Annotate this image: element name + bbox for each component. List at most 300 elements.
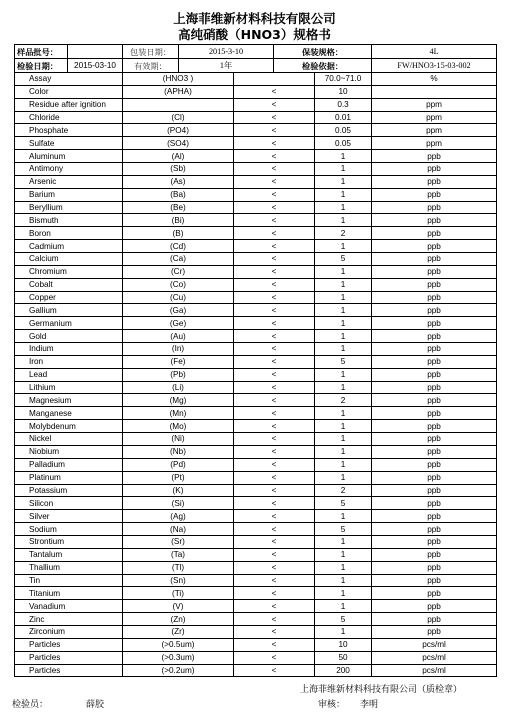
test-date-label: 检验日期： — [15, 59, 68, 73]
item-unit: ppb — [372, 510, 497, 523]
item-operator: < — [234, 278, 315, 291]
item-operator: < — [234, 484, 315, 497]
item-operator: < — [234, 227, 315, 240]
item-symbol: (V) — [123, 600, 234, 613]
table-row — [15, 73, 497, 86]
item-name: Tantalum — [15, 548, 123, 561]
item-operator: < — [234, 304, 315, 317]
item-name: Gallium — [15, 304, 123, 317]
item-symbol: (PO4) — [123, 124, 234, 137]
item-symbol: (>0.2um) — [123, 664, 234, 677]
item-value: 1 — [315, 214, 372, 227]
item-operator: < — [234, 214, 315, 227]
pack-date-label: 包装日期： — [123, 45, 179, 59]
item-name: Zinc — [15, 613, 123, 626]
table-row — [15, 265, 497, 278]
item-value: 0.3 — [315, 98, 372, 111]
item-symbol: (Sn) — [123, 574, 234, 587]
item-unit: ppm — [372, 137, 497, 150]
item-value: 5 — [315, 355, 372, 368]
item-value: 2 — [315, 227, 372, 240]
item-symbol: (Pd) — [123, 458, 234, 471]
table-row — [15, 613, 497, 626]
table-row — [15, 227, 497, 240]
table-row — [15, 600, 497, 613]
item-symbol: (APHA) — [123, 85, 234, 98]
item-value: 1 — [315, 188, 372, 201]
table-row — [15, 355, 497, 368]
item-unit: ppb — [372, 574, 497, 587]
item-name: Platinum — [15, 471, 123, 484]
item-value: 1 — [315, 343, 372, 356]
table-row — [15, 561, 497, 574]
item-operator: < — [234, 265, 315, 278]
item-symbol: (Sr) — [123, 535, 234, 548]
item-unit: ppb — [372, 227, 497, 240]
item-name: Particles — [15, 664, 123, 677]
item-unit: ppb — [372, 548, 497, 561]
table-row — [15, 510, 497, 523]
document-title: 高纯硝酸（HNO3）规格书 — [178, 27, 331, 42]
item-value: 5 — [315, 253, 372, 266]
item-unit: ppb — [372, 458, 497, 471]
table-row — [15, 407, 497, 420]
item-value: 1 — [315, 291, 372, 304]
item-name: Calcium — [15, 253, 123, 266]
table-row — [15, 240, 497, 253]
item-name: Gold — [15, 330, 123, 343]
item-name: Indium — [15, 343, 123, 356]
item-value: 1 — [315, 561, 372, 574]
table-row — [15, 484, 497, 497]
item-symbol: (Cd) — [123, 240, 234, 253]
item-name: Cobalt — [15, 278, 123, 291]
pack-date-value: 2015-3-10 — [179, 45, 274, 59]
item-symbol: (Cu) — [123, 291, 234, 304]
item-operator: < — [234, 98, 315, 111]
item-value: 0.01 — [315, 111, 372, 124]
item-operator: < — [234, 535, 315, 548]
item-name: Silver — [15, 510, 123, 523]
table-row — [15, 535, 497, 548]
item-unit: ppb — [372, 535, 497, 548]
item-unit: ppb — [372, 381, 497, 394]
item-value: 1 — [315, 330, 372, 343]
item-operator: < — [234, 458, 315, 471]
item-operator: < — [234, 163, 315, 176]
item-unit: ppm — [372, 98, 497, 111]
item-operator: < — [234, 625, 315, 638]
item-name: Sodium — [15, 523, 123, 536]
item-symbol: (>0.3um) — [123, 651, 234, 664]
table-row — [15, 445, 497, 458]
inspector-label: 检验员： — [12, 700, 49, 710]
table-row — [15, 137, 497, 150]
item-unit: ppm — [372, 111, 497, 124]
item-value: 0.05 — [315, 124, 372, 137]
table-row — [15, 420, 497, 433]
item-value: 1 — [315, 175, 372, 188]
item-operator: < — [234, 137, 315, 150]
item-value: 1 — [315, 368, 372, 381]
item-value: 1 — [315, 150, 372, 163]
item-value: 1 — [315, 317, 372, 330]
item-symbol: (Al) — [123, 150, 234, 163]
item-operator: < — [234, 664, 315, 677]
item-value: 1 — [315, 445, 372, 458]
table-row — [15, 291, 497, 304]
item-unit: ppb — [372, 317, 497, 330]
item-unit: ppb — [372, 600, 497, 613]
item-value: 0.05 — [315, 137, 372, 150]
table-row — [15, 124, 497, 137]
item-symbol: (Mo) — [123, 420, 234, 433]
item-operator: < — [234, 420, 315, 433]
item-value: 2 — [315, 394, 372, 407]
item-unit — [372, 85, 497, 98]
pack-spec-value: 4L — [372, 45, 497, 59]
item-name: Copper — [15, 291, 123, 304]
item-operator: < — [234, 523, 315, 536]
item-name: Vanadium — [15, 600, 123, 613]
item-symbol: (As) — [123, 175, 234, 188]
item-unit: ppb — [372, 253, 497, 266]
item-symbol: (Cr) — [123, 265, 234, 278]
item-unit: ppb — [372, 484, 497, 497]
item-value: 1 — [315, 625, 372, 638]
item-name: Chromium — [15, 265, 123, 278]
item-operator: < — [234, 201, 315, 214]
item-name: Cadmium — [15, 240, 123, 253]
item-name: Zirconium — [15, 625, 123, 638]
item-value: 1 — [315, 510, 372, 523]
item-unit: ppb — [372, 587, 497, 600]
item-unit: ppb — [372, 561, 497, 574]
item-value: 1 — [315, 587, 372, 600]
item-operator: < — [234, 497, 315, 510]
item-unit: ppb — [372, 175, 497, 188]
item-operator: < — [234, 150, 315, 163]
item-operator: < — [234, 613, 315, 626]
item-unit: ppb — [372, 471, 497, 484]
item-value: 1 — [315, 163, 372, 176]
item-unit: ppb — [372, 445, 497, 458]
item-name: Magnesium — [15, 394, 123, 407]
item-name: Silicon — [15, 497, 123, 510]
item-value: 1 — [315, 201, 372, 214]
item-unit: ppb — [372, 214, 497, 227]
table-row — [15, 214, 497, 227]
table-row — [15, 343, 497, 356]
item-value: 5 — [315, 613, 372, 626]
item-name: Potassium — [15, 484, 123, 497]
item-operator: < — [234, 188, 315, 201]
item-unit: pcs/ml — [372, 638, 497, 651]
item-name: Niobium — [15, 445, 123, 458]
item-symbol: (Be) — [123, 201, 234, 214]
item-symbol: (Ag) — [123, 510, 234, 523]
item-unit: ppb — [372, 343, 497, 356]
item-unit: ppb — [372, 394, 497, 407]
item-unit: ppb — [372, 201, 497, 214]
item-unit: ppb — [372, 407, 497, 420]
sample-batch-value — [68, 45, 123, 59]
table-row — [15, 304, 497, 317]
item-operator: < — [234, 368, 315, 381]
table-row — [15, 394, 497, 407]
item-name: Strontium — [15, 535, 123, 548]
item-operator: < — [234, 548, 315, 561]
item-name: Particles — [15, 651, 123, 664]
table-row — [15, 574, 497, 587]
item-symbol: (Nb) — [123, 445, 234, 458]
item-operator: < — [234, 638, 315, 651]
item-value: 2 — [315, 484, 372, 497]
validity-value: 1年 — [179, 59, 274, 73]
item-name: Germanium — [15, 317, 123, 330]
item-operator: < — [234, 240, 315, 253]
table-row — [15, 587, 497, 600]
item-value: 1 — [315, 471, 372, 484]
info-row-2 — [15, 59, 497, 73]
item-operator: < — [234, 111, 315, 124]
info-row-1 — [15, 45, 497, 59]
item-symbol: (Ba) — [123, 188, 234, 201]
item-unit: ppb — [372, 355, 497, 368]
item-name: Phosphate — [15, 124, 123, 137]
item-unit: ppb — [372, 523, 497, 536]
item-operator: < — [234, 291, 315, 304]
item-unit: ppb — [372, 330, 497, 343]
table-row — [15, 523, 497, 536]
item-symbol: (Mg) — [123, 394, 234, 407]
item-symbol: (Tl) — [123, 561, 234, 574]
item-symbol: (HNO3 ) — [123, 73, 234, 86]
item-unit: ppb — [372, 433, 497, 446]
table-row — [15, 638, 497, 651]
table-row — [15, 548, 497, 561]
item-symbol: (Ni) — [123, 433, 234, 446]
item-operator: < — [234, 330, 315, 343]
item-name: Palladium — [15, 458, 123, 471]
item-name: Barium — [15, 188, 123, 201]
item-value: 1 — [315, 407, 372, 420]
test-date-value: 2015-03-10 — [68, 59, 123, 73]
table-row — [15, 201, 497, 214]
item-operator: < — [234, 343, 315, 356]
table-row — [15, 625, 497, 638]
item-symbol: (Ga) — [123, 304, 234, 317]
item-symbol: (SO4) — [123, 137, 234, 150]
item-operator: < — [234, 124, 315, 137]
item-symbol: (K) — [123, 484, 234, 497]
item-value: 10 — [315, 638, 372, 651]
item-unit: ppb — [372, 368, 497, 381]
item-name: Chloride — [15, 111, 123, 124]
item-name: Lithium — [15, 381, 123, 394]
item-operator: < — [234, 471, 315, 484]
item-operator: < — [234, 587, 315, 600]
item-operator: < — [234, 85, 315, 98]
item-symbol: (Ta) — [123, 548, 234, 561]
item-name: Aluminum — [15, 150, 123, 163]
table-row — [15, 163, 497, 176]
item-value: 1 — [315, 304, 372, 317]
item-name: Particles — [15, 638, 123, 651]
item-symbol: (Pb) — [123, 368, 234, 381]
table-row — [15, 253, 497, 266]
company-name: 上海菲维新材料科技有限公司 — [173, 11, 336, 26]
table-row — [15, 471, 497, 484]
pack-spec-label: 保装规格： — [274, 45, 372, 59]
test-basis-value: FW/HNO3-15-03-002 — [372, 59, 497, 73]
item-symbol: (Mn) — [123, 407, 234, 420]
item-operator: < — [234, 407, 315, 420]
item-unit: pcs/ml — [372, 664, 497, 677]
item-name: Beryllium — [15, 201, 123, 214]
item-name: Titanium — [15, 587, 123, 600]
item-operator: < — [234, 651, 315, 664]
item-name: Color — [15, 85, 123, 98]
item-value: 1 — [315, 574, 372, 587]
item-name: Nickel — [15, 433, 123, 446]
item-name: Thallium — [15, 561, 123, 574]
item-unit: ppb — [372, 304, 497, 317]
item-symbol: (In) — [123, 343, 234, 356]
item-symbol: (Ge) — [123, 317, 234, 330]
item-value: 1 — [315, 548, 372, 561]
item-operator: < — [234, 394, 315, 407]
item-unit: ppb — [372, 420, 497, 433]
item-name: Manganese — [15, 407, 123, 420]
item-value: 50 — [315, 651, 372, 664]
item-name: Sulfate — [15, 137, 123, 150]
item-name: Residue after ignition — [15, 98, 123, 111]
item-operator: < — [234, 317, 315, 330]
item-value: 1 — [315, 600, 372, 613]
item-operator: < — [234, 175, 315, 188]
item-value: 1 — [315, 240, 372, 253]
item-value: 1 — [315, 535, 372, 548]
item-symbol — [123, 98, 234, 111]
item-symbol: (Fe) — [123, 355, 234, 368]
item-symbol: (Zr) — [123, 625, 234, 638]
item-value: 70.0~71.0 — [315, 73, 372, 86]
item-symbol: (Bi) — [123, 214, 234, 227]
item-symbol: (Ca) — [123, 253, 234, 266]
item-unit: ppb — [372, 265, 497, 278]
item-value: 200 — [315, 664, 372, 677]
item-operator: < — [234, 253, 315, 266]
table-row — [15, 368, 497, 381]
item-symbol: (Sb) — [123, 163, 234, 176]
item-operator: < — [234, 433, 315, 446]
item-name: Antimony — [15, 163, 123, 176]
item-value: 1 — [315, 420, 372, 433]
item-unit: ppb — [372, 163, 497, 176]
inspector-name: 薛胶 — [86, 700, 105, 710]
item-operator: < — [234, 355, 315, 368]
table-row — [15, 111, 497, 124]
item-unit: ppb — [372, 240, 497, 253]
table-row — [15, 150, 497, 163]
item-name: Lead — [15, 368, 123, 381]
table-row — [15, 85, 497, 98]
item-name: Tin — [15, 574, 123, 587]
item-operator: < — [234, 445, 315, 458]
footer-company-seal: 上海菲维新材料科技有限公司（质检章） — [300, 685, 463, 695]
item-symbol: (B) — [123, 227, 234, 240]
test-basis-label: 检验依据： — [274, 59, 372, 73]
item-name: Iron — [15, 355, 123, 368]
item-value: 1 — [315, 278, 372, 291]
reviewer-label: 审核： — [318, 700, 346, 710]
item-value: 1 — [315, 265, 372, 278]
table-row — [15, 98, 497, 111]
validity-label: 有效期： — [123, 59, 179, 73]
item-value: 10 — [315, 85, 372, 98]
item-unit: ppb — [372, 291, 497, 304]
item-name: Boron — [15, 227, 123, 240]
table-row — [15, 175, 497, 188]
item-operator: < — [234, 381, 315, 394]
item-unit: ppb — [372, 497, 497, 510]
table-row — [15, 188, 497, 201]
item-unit: ppb — [372, 613, 497, 626]
table-row — [15, 381, 497, 394]
item-symbol: (Co) — [123, 278, 234, 291]
item-symbol: (Zn) — [123, 613, 234, 626]
item-value: 5 — [315, 497, 372, 510]
item-value: 5 — [315, 523, 372, 536]
table-row — [15, 278, 497, 291]
item-operator — [234, 73, 315, 86]
item-symbol: (Cl) — [123, 111, 234, 124]
item-unit: ppb — [372, 278, 497, 291]
sample-batch-label: 样品批号： — [15, 45, 68, 59]
item-value: 1 — [315, 433, 372, 446]
item-operator: < — [234, 600, 315, 613]
table-row — [15, 664, 497, 677]
item-name: Arsenic — [15, 175, 123, 188]
item-name: Molybdenum — [15, 420, 123, 433]
item-symbol: (>0.5um) — [123, 638, 234, 651]
item-unit: ppb — [372, 188, 497, 201]
item-name: Assay — [15, 73, 123, 86]
item-unit: % — [372, 73, 497, 86]
table-row — [15, 497, 497, 510]
item-operator: < — [234, 574, 315, 587]
item-symbol: (Au) — [123, 330, 234, 343]
reviewer-name: 李明 — [360, 700, 379, 710]
item-symbol: (Pt) — [123, 471, 234, 484]
item-unit: ppb — [372, 625, 497, 638]
item-value: 1 — [315, 458, 372, 471]
table-row — [15, 317, 497, 330]
item-operator: < — [234, 561, 315, 574]
item-name: Bismuth — [15, 214, 123, 227]
item-symbol: (Ti) — [123, 587, 234, 600]
table-row — [15, 433, 497, 446]
table-row — [15, 458, 497, 471]
table-row — [15, 330, 497, 343]
item-unit: ppm — [372, 124, 497, 137]
item-operator: < — [234, 510, 315, 523]
item-unit: ppb — [372, 150, 497, 163]
table-row — [15, 651, 497, 664]
specification-table — [14, 44, 497, 677]
item-symbol: (Li) — [123, 381, 234, 394]
